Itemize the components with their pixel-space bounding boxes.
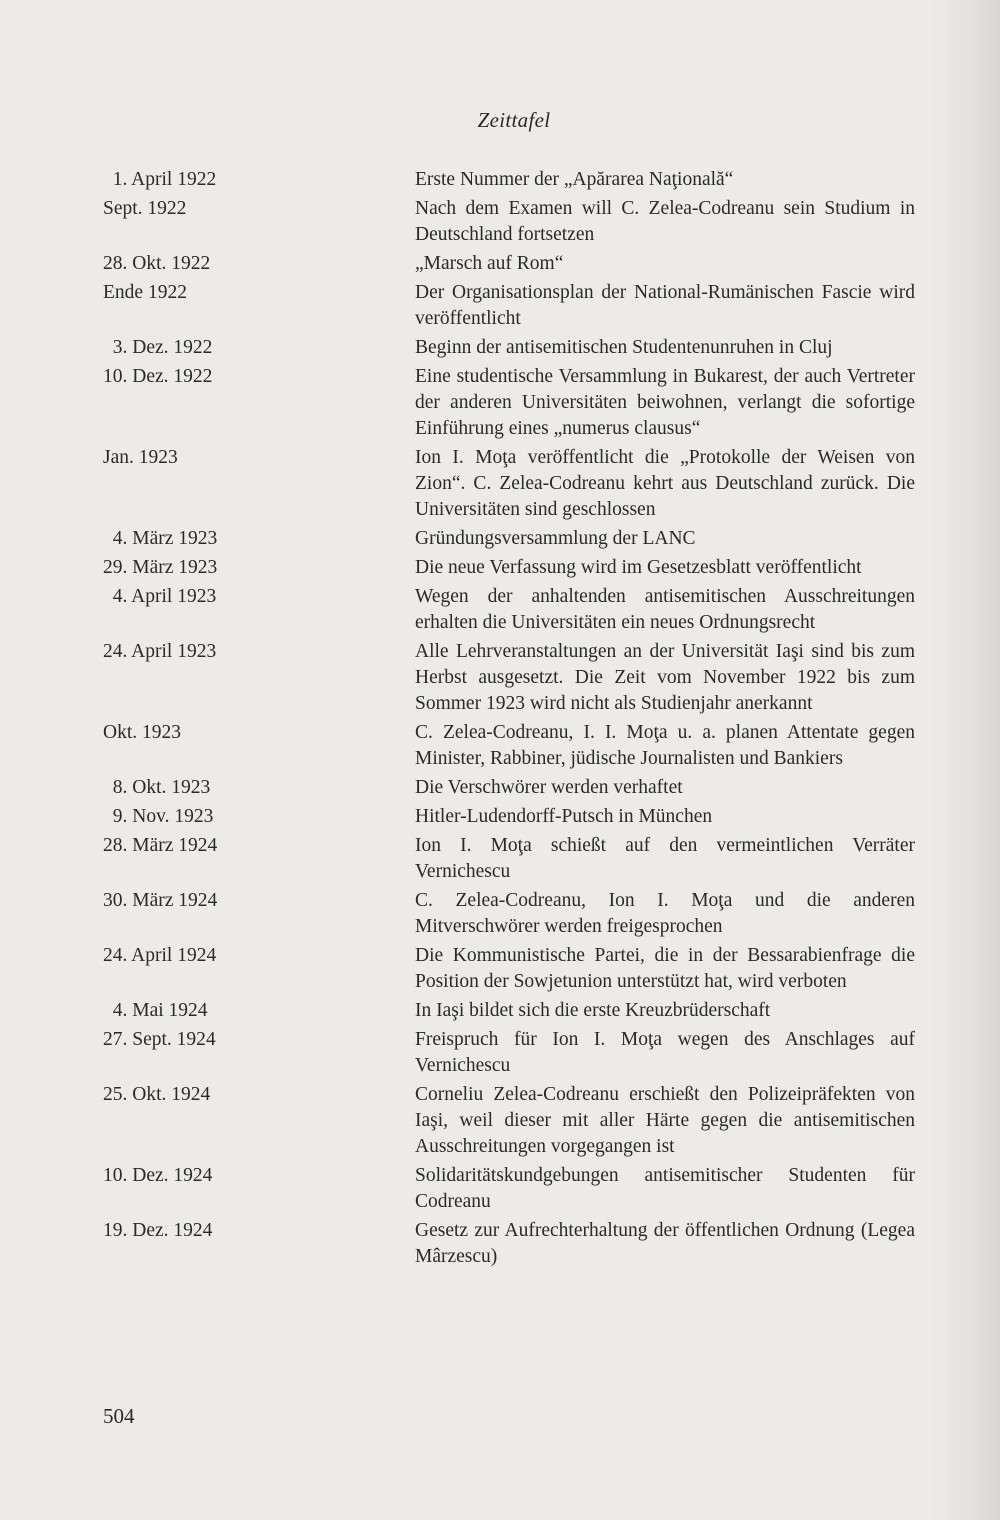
entry-event: „Marsch auf Rom“ <box>415 253 564 274</box>
timeline-entry <box>103 555 915 581</box>
entry-date: 30. März 1924 <box>103 890 218 911</box>
entry-date: Okt. 1923 <box>103 722 181 743</box>
entry-event: Die Kommunistische Partei, die in der Bessarabienfrage die Position der Sowjetunion unterstützt hat, wird verboten <box>415 945 915 992</box>
chronology-table <box>103 167 915 1273</box>
entry-event: In Iaşi bildet sich die erste Kreuzbrüderschaft <box>415 1000 771 1021</box>
entry-event: Freispruch für Ion I. Moţa wegen des Anschlages auf Vernichescu <box>415 1029 915 1076</box>
entry-event: Der Organisationsplan der National-Rumänischen Fascie wird veröffentlicht <box>415 282 915 329</box>
entry-event: Corneliu Zelea-Codreanu erschießt den Polizeipräfekten von Iaşi, weil dieser mit aller Härte gegen die antisemitischen Ausschreitungen vorgegangen ist <box>415 1084 915 1157</box>
entry-event: Hitler-Ludendorff-Putsch in München <box>415 806 713 827</box>
entry-date: 28. März 1924 <box>103 835 218 856</box>
entry-date: 4. April 1923 <box>103 586 217 607</box>
timeline-entry <box>103 720 915 772</box>
entry-event: C. Zelea-Codreanu, Ion I. Moţa und die anderen Mitverschwörer werden freigesprochen <box>415 890 915 937</box>
timeline-entry <box>103 335 915 361</box>
entry-date: 8. Okt. 1923 <box>103 777 211 798</box>
entry-date: 10. Dez. 1924 <box>103 1165 213 1186</box>
entry-date: 4. März 1923 <box>103 528 218 549</box>
timeline-entry <box>103 639 915 717</box>
timeline-entry <box>103 775 915 801</box>
timeline-entry <box>103 804 915 830</box>
entry-date: 24. April 1923 <box>103 641 217 662</box>
timeline-entry <box>103 280 915 332</box>
entry-date: 25. Okt. 1924 <box>103 1084 211 1105</box>
entry-date: 3. Dez. 1922 <box>103 337 213 358</box>
entry-event: Alle Lehrveranstaltungen an der Universität Iaşi sind bis zum Herbst ausgesetzt. Die Zeit vom November 1922 bis zum Sommer 1923 wird nicht als Studienjahr anerkannt <box>415 641 915 714</box>
timeline-entry <box>103 167 915 193</box>
entry-event: Solidaritätskundgebungen antisemitischer Studenten für Codreanu <box>415 1165 915 1212</box>
timeline-entry <box>103 1082 915 1160</box>
entry-date: 24. April 1924 <box>103 945 217 966</box>
timeline-entry <box>103 1163 915 1215</box>
timeline-entry <box>103 196 915 248</box>
entry-event: Gesetz zur Aufrechterhaltung der öffentlichen Ordnung (Legea Mârzescu) <box>415 1220 915 1267</box>
entry-date: 19. Dez. 1924 <box>103 1220 213 1241</box>
timeline-entry <box>103 1218 915 1270</box>
entry-event: Ion I. Moţa schießt auf den vermeintlichen Verräter Vernichescu <box>415 835 915 882</box>
entry-event: Die neue Verfassung wird im Gesetzesblatt veröffentlicht <box>415 557 862 578</box>
entry-date: Jan. 1923 <box>103 447 178 468</box>
timeline-entry <box>103 943 915 995</box>
timeline-entry <box>103 998 915 1024</box>
entry-date: Sept. 1922 <box>103 198 187 219</box>
entry-event: Gründungsversammlung der LANC <box>415 528 696 549</box>
entry-date: 9. Nov. 1923 <box>103 806 214 827</box>
running-header: Zeittafel <box>477 108 551 132</box>
page-edge-shadow <box>930 0 1000 1520</box>
timeline-entry <box>103 833 915 885</box>
timeline-entry <box>103 888 915 940</box>
entry-event: C. Zelea-Codreanu, I. I. Moţa u. a. planen Attentate gegen Minister, Rabbiner, jüdische Journalisten und Bankiers <box>415 722 915 769</box>
entry-event: Erste Nummer der „Apărarea Naţională“ <box>415 169 734 190</box>
entry-date: 28. Okt. 1922 <box>103 253 211 274</box>
entry-event: Ion I. Moţa veröffentlicht die „Protokolle der Weisen von Zion“. C. Zelea-Codreanu kehrt aus Deutschland zurück. Die Universitäten sind geschlossen <box>415 447 915 520</box>
timeline-entry <box>103 445 915 523</box>
entry-event: Die Verschwörer werden verhaftet <box>415 777 683 798</box>
entry-date: 10. Dez. 1922 <box>103 366 213 387</box>
timeline-entry <box>103 364 915 442</box>
page-number: 504 <box>103 1404 135 1428</box>
entry-date: 27. Sept. 1924 <box>103 1029 216 1050</box>
timeline-entry <box>103 251 915 277</box>
timeline-entry <box>103 526 915 552</box>
entry-date: 29. März 1923 <box>103 557 218 578</box>
timeline-entry <box>103 1027 915 1079</box>
entry-date: 1. April 1922 <box>103 169 217 190</box>
entry-event: Nach dem Examen will C. Zelea-Codreanu sein Studium in Deutschland fortsetzen <box>415 198 915 245</box>
entry-event: Eine studentische Versammlung in Bukarest, der auch Vertreter der anderen Universitäten beiwohnen, verlangt die sofortige Einführung eines „numerus clausus“ <box>415 366 915 439</box>
timeline-entry <box>103 584 915 636</box>
entry-date: Ende 1922 <box>103 282 187 303</box>
entry-date: 4. Mai 1924 <box>103 1000 208 1021</box>
entry-event: Wegen der anhaltenden antisemitischen Ausschreitungen erhalten die Universitäten ein neues Ordnungsrecht <box>415 586 915 633</box>
entry-event: Beginn der antisemitischen Studentenunruhen in Cluj <box>415 337 833 358</box>
